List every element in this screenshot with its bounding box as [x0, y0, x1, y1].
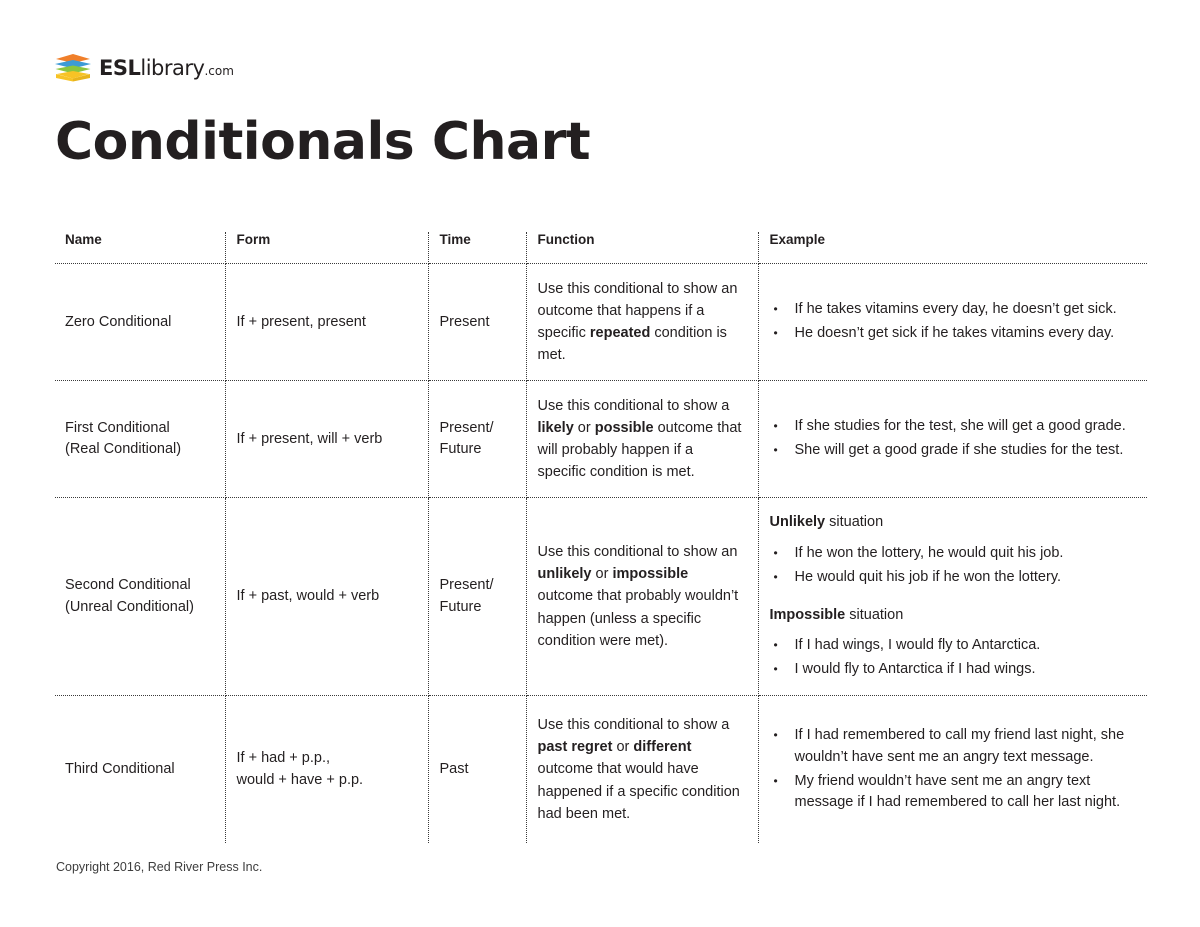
column-header-form: Form: [225, 232, 428, 264]
example-list: [770, 543, 1134, 589]
conditional-name-text: Second Conditional (Unreal Conditional): [65, 577, 194, 615]
time-text: Present/ Future: [439, 577, 494, 615]
example-group-heading: Impossible situation: [769, 606, 904, 623]
example-content: [770, 512, 1134, 681]
stacked-books-icon: [54, 52, 92, 82]
function-text: Use this conditional to show a likely or possible outcome that will probably happen if a specific condition is met.: [537, 398, 742, 481]
example-content: [770, 725, 1134, 814]
example-item: • My friend wouldn’t have sent me an angry text message if I had remembered to call her last night.: [770, 771, 1134, 815]
conditional-name-text: Third Conditional: [65, 760, 175, 777]
table-row: [55, 498, 1147, 696]
function-text: Use this conditional to show a past regret or different outcome that would have happened if a specific condition had been met.: [537, 717, 740, 822]
table-header-row: [55, 232, 1147, 264]
brand-logo: [54, 52, 234, 82]
cell-example: [758, 264, 1147, 381]
example-item: • If he won the lottery, he would quit his job.: [770, 543, 1134, 565]
cell-time: [428, 695, 526, 843]
cell-example: [758, 498, 1147, 696]
column-header-name: Name: [55, 232, 225, 264]
cell-example: [758, 381, 1147, 498]
conditionals-table: [55, 232, 1147, 843]
example-item: • He would quit his job if he won the lottery.: [770, 567, 1134, 589]
table-row: [55, 695, 1147, 843]
example-list: [770, 725, 1134, 814]
form-text: If + past, would + verb: [236, 587, 380, 604]
brand-name-light: library: [140, 56, 205, 80]
cell-example: [758, 695, 1147, 843]
example-group-heading: Unlikely situation: [769, 514, 884, 531]
brand-suffix: .com: [204, 64, 234, 78]
cell-form: [225, 381, 428, 498]
table-body: [55, 264, 1147, 844]
table-row: [55, 264, 1147, 381]
cell-conditional-name: [55, 381, 225, 498]
cell-function: [526, 695, 758, 843]
conditional-name-text: First Conditional (Real Conditional): [65, 420, 182, 458]
cell-function: [526, 498, 758, 696]
example-list: [770, 299, 1134, 345]
brand-name-bold: ESL: [99, 56, 141, 80]
time-text: Present: [439, 313, 490, 330]
table-header: [55, 232, 1147, 264]
column-header-time: Time: [428, 232, 526, 264]
copyright-notice: Copyright 2016, Red River Press Inc.: [56, 860, 263, 874]
example-content: [770, 299, 1134, 345]
example-item: • If he takes vitamins every day, he doesn’t get sick.: [770, 299, 1134, 321]
example-list: [770, 416, 1134, 462]
example-item: • If I had wings, I would fly to Antarctica.: [770, 635, 1134, 657]
column-header-function: Function: [526, 232, 758, 264]
form-text: If + present, will + verb: [236, 430, 383, 447]
table-row: [55, 381, 1147, 498]
cell-function: [526, 381, 758, 498]
form-text: If + had + p.p., would + have + p.p.: [236, 750, 364, 788]
example-item: • She will get a good grade if she studies for the test.: [770, 440, 1134, 462]
time-text: Past: [439, 760, 469, 777]
cell-conditional-name: [55, 695, 225, 843]
cell-function: [526, 264, 758, 381]
function-text: Use this conditional to show an unlikely or impossible outcome that probably wouldn’t happen (unless a specific condition were met).: [537, 544, 739, 649]
cell-time: [428, 264, 526, 381]
cell-form: [225, 264, 428, 381]
cell-conditional-name: [55, 498, 225, 696]
time-text: Present/ Future: [439, 420, 494, 458]
example-item: • If I had remembered to call my friend last night, she wouldn’t have sent me an angry text message.: [770, 725, 1134, 769]
cell-time: [428, 381, 526, 498]
cell-form: [225, 695, 428, 843]
example-item: • If she studies for the test, she will get a good grade.: [770, 416, 1134, 438]
function-text: Use this conditional to show an outcome that happens if a specific repeated condition is met.: [537, 281, 738, 364]
example-content: [770, 416, 1134, 462]
example-item: • He doesn’t get sick if he takes vitamins every day.: [770, 323, 1134, 345]
page-title: Conditionals Chart: [55, 112, 591, 172]
example-item: • I would fly to Antarctica if I had wings.: [770, 659, 1134, 681]
column-header-example: Example: [758, 232, 1147, 264]
brand-wordmark: [99, 58, 234, 82]
cell-form: [225, 498, 428, 696]
form-text: If + present, present: [236, 313, 366, 330]
conditional-name-text: Zero Conditional: [65, 313, 172, 330]
cell-time: [428, 498, 526, 696]
example-list: [770, 635, 1134, 681]
cell-conditional-name: [55, 264, 225, 381]
